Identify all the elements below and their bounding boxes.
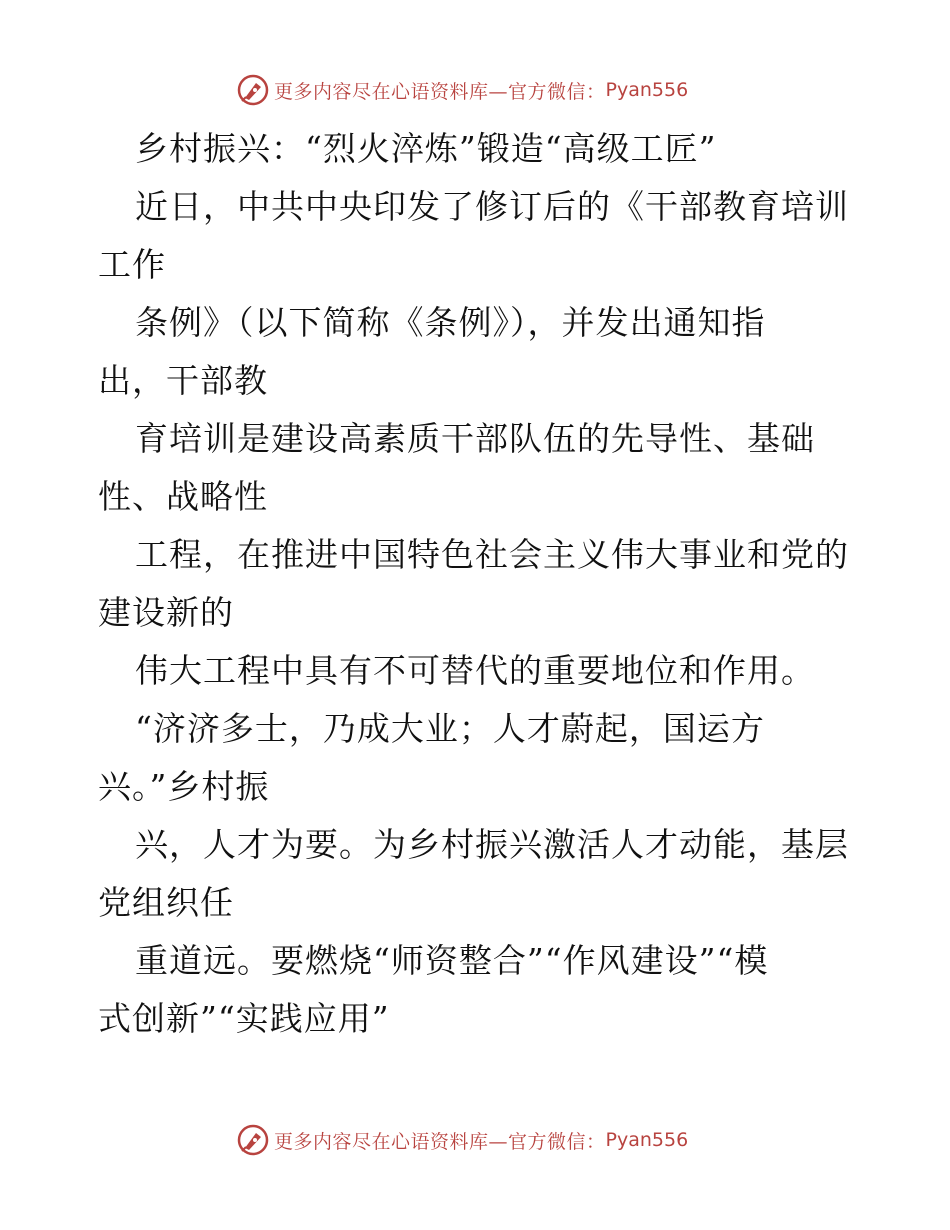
document-body: [98, 120, 858, 1048]
watermark-handle: Pyan556: [605, 79, 689, 101]
document-title: 乡村振兴：“烈火淬炼”锻造“高级工匠”: [135, 129, 717, 168]
text-line: 党组织任: [98, 883, 234, 922]
pen-nib-logo-icon: [236, 1123, 270, 1157]
text-line: 出，干部教: [98, 361, 268, 400]
text-line: 重道远。要燃烧“师资整合”“作风建设”“模: [135, 941, 769, 980]
pen-nib-logo-icon: [236, 73, 270, 107]
text-line: 工作: [98, 245, 166, 284]
text-line: 兴，人才为要。为乡村振兴激活人才动能，基层: [135, 825, 849, 864]
text-line: “济济多士，乃成大业；人才蔚起，国运方: [135, 709, 765, 748]
text-line: 工程，在推进中国特色社会主义伟大事业和党的: [135, 535, 849, 574]
header-watermark: [236, 72, 688, 108]
watermark-text: 更多内容尽在心语资料库—官方微信：: [274, 80, 606, 103]
text-line: 近日，中共中央印发了修订后的《干部教育培训: [135, 187, 849, 226]
text-line: 建设新的: [98, 593, 234, 632]
watermark-text: 更多内容尽在心语资料库—官方微信：: [274, 1130, 606, 1153]
footer-watermark: [236, 1122, 688, 1158]
text-line: 兴。”乡村振: [98, 767, 270, 806]
watermark-handle: Pyan556: [605, 1129, 689, 1151]
text-line: 育培训是建设高素质干部队伍的先导性、基础: [135, 419, 815, 458]
text-line: 条例》（以下简称《条例》），并发出通知指: [135, 303, 766, 342]
text-line: 性、战略性: [98, 477, 268, 516]
text-line: 伟大工程中具有不可替代的重要地位和作用。: [135, 651, 815, 690]
text-line: 式创新”“实践应用”: [98, 999, 390, 1038]
